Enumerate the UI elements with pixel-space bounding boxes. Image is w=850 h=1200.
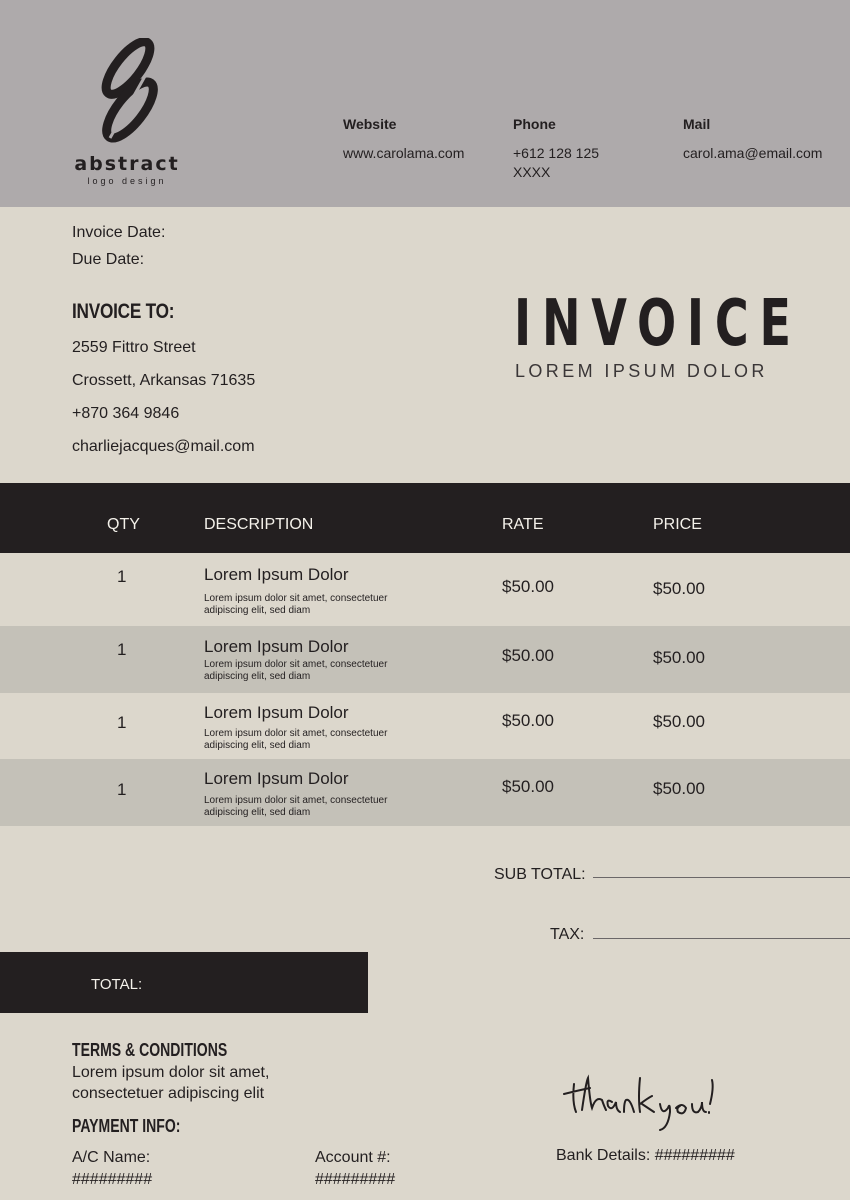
address-street: 2559 Fittro Street xyxy=(72,339,196,356)
row-rate: $50.00 xyxy=(502,577,554,596)
ac-name-block xyxy=(72,1147,152,1191)
signature-icon xyxy=(560,1072,730,1132)
contact-mail xyxy=(683,116,848,163)
header-rate: RATE xyxy=(502,516,544,533)
invoice-dates xyxy=(72,219,165,273)
table-row xyxy=(0,693,850,760)
account-label: Account #: xyxy=(315,1149,391,1166)
row-title: Lorem Ipsum Dolor xyxy=(204,565,349,584)
address-city: Crossett, Arkansas 71635 xyxy=(72,372,256,389)
row-price: $50.00 xyxy=(653,779,705,798)
row-desc: Lorem ipsum dolor sit amet, consectetuer adipiscing elit, sed diam xyxy=(204,728,388,751)
table-row xyxy=(0,759,850,826)
row-desc: Lorem ipsum dolor sit amet, consectetuer adipiscing elit, sed diam xyxy=(204,795,388,818)
subtotal-label: SUB TOTAL: xyxy=(494,866,586,883)
invoice-title: INVOICE xyxy=(514,287,802,361)
phone-value: +612 128 125 XXXX xyxy=(513,145,600,180)
email-link[interactable]: carol.ama@email.com xyxy=(683,145,823,161)
terms-text: Lorem ipsum dolor sit amet, consectetuer adipiscing elit xyxy=(72,1064,270,1102)
contact-label: Website xyxy=(343,116,397,132)
contact-website xyxy=(343,116,508,163)
invoice-to-heading: INVOICE TO: xyxy=(72,300,175,323)
table-row xyxy=(0,626,850,693)
total-label: TOTAL: xyxy=(91,976,143,993)
thank-you-signature xyxy=(560,1072,730,1137)
header-qty: QTY xyxy=(107,516,140,533)
row-desc: Lorem ipsum dolor sit amet, consectetuer adipiscing elit, sed diam xyxy=(204,659,388,682)
row-title: Lorem Ipsum Dolor xyxy=(204,703,349,722)
account-block xyxy=(315,1147,395,1191)
client-email: charliejacques@mail.com xyxy=(72,438,255,455)
website-link[interactable]: www.carolama.com xyxy=(343,145,465,161)
company-logo xyxy=(72,38,182,193)
bank-details: Bank Details: ######### xyxy=(556,1147,735,1164)
ac-name-label: A/C Name: xyxy=(72,1149,151,1166)
row-rate: $50.00 xyxy=(502,777,554,796)
header-band xyxy=(0,0,850,207)
row-qty: 1 xyxy=(117,780,127,799)
row-qty: 1 xyxy=(117,640,127,659)
terms-heading: TERMS & CONDITIONS xyxy=(72,1040,228,1060)
row-rate: $50.00 xyxy=(502,711,554,730)
row-price: $50.00 xyxy=(653,648,705,667)
row-title: Lorem Ipsum Dolor xyxy=(204,637,349,656)
row-desc: Lorem ipsum dolor sit amet, consectetuer adipiscing elit, sed diam xyxy=(204,593,388,616)
invoice-subtitle: LOREM IPSUM DOLOR xyxy=(515,361,768,381)
row-price: $50.00 xyxy=(653,712,705,731)
row-qty: 1 xyxy=(117,713,127,732)
contact-label: Mail xyxy=(683,116,711,132)
account-value: ######### xyxy=(315,1171,396,1188)
logo-wordmark: abstract xyxy=(74,153,180,175)
invoice-date-label: Invoice Date: xyxy=(72,224,166,241)
row-qty: 1 xyxy=(117,567,127,586)
logo-tagline: logo design xyxy=(87,176,167,186)
subtotal-line xyxy=(593,877,850,878)
header-price: PRICE xyxy=(653,516,702,533)
table-row xyxy=(0,553,850,626)
payment-heading: PAYMENT INFO: xyxy=(72,1116,181,1136)
logo-mark-icon xyxy=(90,38,166,150)
row-rate: $50.00 xyxy=(502,646,554,665)
row-price: $50.00 xyxy=(653,579,705,598)
contact-phone xyxy=(513,116,618,182)
table-header xyxy=(0,483,850,553)
due-date-label: Due Date: xyxy=(72,251,145,268)
contact-label: Phone xyxy=(513,116,556,132)
tax-line xyxy=(593,938,850,939)
ac-name-value: ######### xyxy=(72,1171,153,1188)
tax-label: TAX: xyxy=(550,926,585,943)
client-phone: +870 364 9846 xyxy=(72,405,180,422)
total-bar xyxy=(0,952,368,1013)
row-title: Lorem Ipsum Dolor xyxy=(204,769,349,788)
invoice-to-block xyxy=(72,300,255,456)
header-description: DESCRIPTION xyxy=(204,516,314,533)
